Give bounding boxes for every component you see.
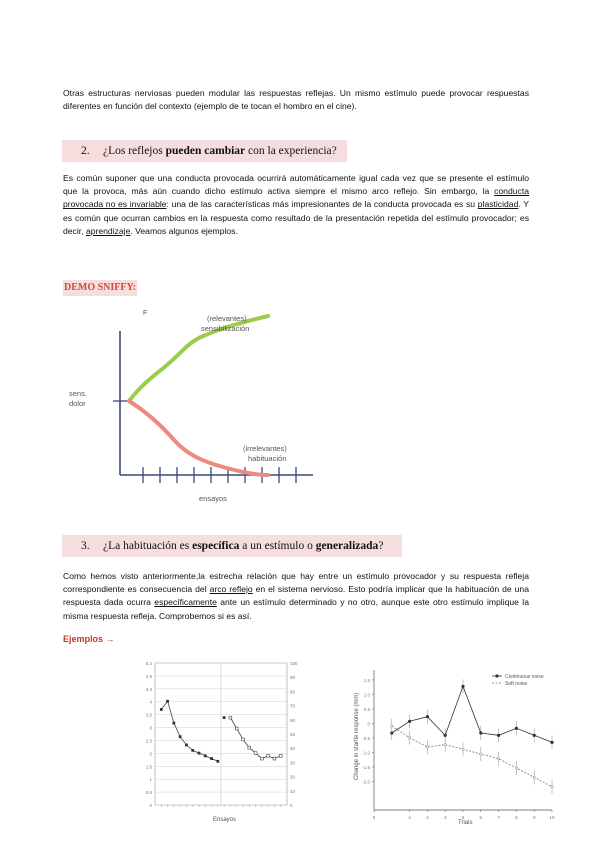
chart2-point [461, 685, 464, 688]
chart1-y-tick-label: 1.5 [145, 764, 152, 770]
section-3-number: 3. [81, 540, 90, 552]
chart2-point [444, 743, 446, 745]
x-axis-label: ensayos [199, 494, 227, 503]
chart1-point [279, 754, 282, 757]
chart2-point [426, 715, 429, 718]
bottom-label-line2: habituación [248, 454, 287, 463]
chart1-right-tick-label: 100 [290, 661, 298, 666]
text-run: en el sistema nervioso. Esto podría implicar que la habituación de una respuesta dada ocurra [63, 584, 529, 608]
chart2-point [426, 746, 428, 748]
chart1-right-tick-label: 40 [290, 746, 296, 752]
chart1-y-tick-label: 0 [149, 803, 152, 808]
chart2-x-tick-label: 0 [372, 815, 376, 820]
underlined-term-conducta: conducta provocada no es invariable [63, 186, 529, 210]
chart2-point [515, 767, 517, 769]
chart1-right-tick-label: 60 [290, 717, 296, 723]
chart2-point [497, 757, 499, 759]
section-3-paragraph [63, 570, 529, 623]
chart2-x-tick-label: 7 [497, 815, 500, 820]
chart1-point [216, 760, 219, 763]
section-2-title-post: con la experiencia? [245, 145, 337, 157]
chart1-right-tick-label: 0 [290, 803, 293, 808]
chart1-point [166, 700, 169, 703]
chart2-x-tick-label: 9 [532, 815, 536, 820]
habituation-curve [129, 401, 268, 475]
chart2-y-tick-label: 1.5 [363, 678, 370, 683]
chart2-point [408, 736, 410, 738]
chart2-point [515, 727, 518, 730]
chart2-x-tick-label: 5 [461, 815, 465, 820]
y-label-line1: sens. [69, 389, 87, 398]
chart1-right-tick-label: 50 [290, 732, 296, 737]
chart1-x-label: Ensayos [213, 817, 237, 823]
chart2-y-tick-label: 0 [367, 721, 370, 727]
chart1-y-tick-label: 3.5 [145, 712, 152, 718]
chart2-point [408, 720, 411, 723]
chart2-series-line [392, 726, 552, 787]
chart2-point [462, 748, 464, 750]
underlined-term-plasticidad: plasticidad [477, 199, 519, 210]
chart1-y-tick-label: 4 [149, 699, 152, 705]
chart1-right-tick-label: 20 [290, 774, 296, 780]
chart2-point [533, 776, 535, 778]
chart2-point [480, 753, 482, 755]
chart1-series-line [161, 701, 218, 761]
text-run: : una de las características más impresionantes de la conducta provocada es su [166, 199, 478, 210]
top-label-line2: sensibilización [201, 324, 250, 333]
text-run: . Veamos algunos ejemplos. [130, 225, 238, 236]
chart2-y-tick-label: 0.5 [363, 707, 370, 712]
chart1-right-tick-label: 70 [290, 703, 296, 709]
chart2-x-tick-label: 2 [408, 815, 411, 820]
chart1-y-tick-label: 4.8 [145, 673, 152, 679]
section-3-title-bold-2: generalizada [315, 540, 379, 552]
chart2-x-tick-label: 6 [479, 815, 483, 820]
chart1-right-tick-label: 80 [290, 689, 296, 695]
section-2-number: 2. [81, 145, 90, 157]
chart2-y-tick-label: -1.5 [362, 765, 370, 770]
text-run: ante un estímulo determinado y no otro, aunque este otro estímulo implique la misma respuesta refleja. Comprobemos si es así. [63, 597, 529, 621]
section-2-heading [62, 140, 347, 162]
section-3-title-bold-1: específica [192, 540, 240, 552]
chart1-point [254, 752, 257, 755]
chart2-y-label: Change in startle response (mm) [354, 692, 360, 780]
chart1-point [160, 708, 163, 711]
section-3-heading [62, 535, 402, 557]
chart1-y-tick-label: 2.5 [145, 738, 152, 744]
chart1-y-tick-label: 1 [149, 777, 152, 783]
chart1-point [198, 752, 201, 755]
chart1-point [235, 727, 238, 730]
chart1-y-tick-label: 4.4 [145, 686, 152, 692]
chart2-y-tick-label: 1.0 [363, 692, 370, 698]
top-label-line1: (relevantes) [207, 314, 247, 323]
chart2-x-tick-label: 10 [549, 815, 555, 820]
chart1-y-tick-label: 0.5 [145, 790, 152, 796]
section-2-title-pre: ¿Los reflejos [103, 145, 166, 157]
text-run: Como hemos visto anteriormente,la estrecha relación que hay entre un estímulo provocador y su respuesta refleja correspondiente es consecuencia del [63, 571, 529, 595]
diagram-corner-mark: F [143, 310, 148, 317]
chart1-point [242, 738, 245, 741]
intro-paragraph: Otras estructuras nerviosas pueden modular las respuestas reflejas. Un mismo estímulo puede provocar respuestas diferentes en función del contexto (ejemplo de te tocan el hombro en el cine). [63, 88, 529, 112]
section-2-paragraph [63, 172, 529, 238]
chart2-x-tick-label: 3 [426, 815, 429, 820]
legend-continuous: Continuous noise [505, 674, 544, 680]
chart1-right-tick-label: 30 [290, 760, 296, 766]
sniffy-diagram [63, 303, 325, 513]
chart1-y-tick-label: 3 [149, 725, 152, 731]
chart2-x-tick-label: 4 [443, 815, 447, 820]
chart2-point [444, 734, 447, 737]
chart1-point [210, 757, 213, 760]
section-3-title-post: ? [378, 540, 384, 552]
chart1-point [267, 754, 270, 757]
chart1-point [223, 716, 226, 719]
chart2-point [391, 725, 393, 727]
section-3-title-pre: ¿La habituación es [103, 540, 193, 552]
text-run: Es común suponer que una conducta provocada ocurrirá automáticamente igual cada vez que se presente el estímulo que la provoca, más aún cuando dicho estímulo activa siempre el mismo arco reflejo. Sin embargo, la [63, 173, 529, 197]
demo-sniffy-label: DEMO SNIFFY: [63, 280, 137, 296]
ejemplos-label: Ejemplos → [63, 634, 115, 644]
chart2-point [497, 734, 500, 737]
chart1-point [248, 746, 251, 749]
bottom-label-line1: (irrelevantes) [243, 444, 287, 453]
chart1-point [273, 757, 276, 760]
chart1-point [260, 757, 263, 760]
chart2-point [551, 785, 553, 787]
chart1-point [229, 716, 232, 719]
chart2-legend [492, 674, 544, 687]
section-2-title-bold: pueden cambiar [165, 145, 246, 157]
chart1-y-tick-label: 5.2 [145, 661, 152, 666]
chart1-point [191, 749, 194, 752]
chart2-point [479, 731, 482, 734]
underlined-term-arco-reflejo: arco reflejo [209, 584, 253, 595]
startle-response-chart [346, 662, 558, 828]
chart2-series-line [392, 686, 552, 742]
chart2-y-tick-label: -2.0 [362, 779, 370, 785]
chart2-point [550, 741, 553, 744]
chart1-y-tick-label: 2 [149, 751, 152, 757]
chart1-point [172, 722, 175, 725]
text-run: . Y es común que ocurran cambios en la respuesta como resultado de la presentación repetida del estímulo provocador; es decir, [63, 199, 529, 236]
chart1-right-tick-label: 90 [290, 675, 296, 681]
chart2-y-tick-label: -0.5 [362, 736, 370, 741]
chart2-x-label: Trials [458, 820, 473, 826]
chart2-x-tick-label: 8 [515, 815, 518, 820]
underlined-term-aprendizaje: aprendizaje [85, 225, 131, 236]
habituation-tones-chart [133, 655, 313, 825]
y-label-line2: dolor [69, 399, 86, 408]
legend-soft: Soft noise [505, 681, 528, 687]
chart1-point [185, 744, 188, 747]
chart1-right-tick-label: 10 [290, 788, 296, 794]
section-3-title-mid: a un estímulo o [239, 540, 316, 552]
chart1-point [204, 754, 207, 757]
chart2-y-tick-label: -1.0 [362, 750, 370, 756]
underlined-term-especificamente: específicamente [154, 597, 217, 608]
chart1-point [179, 735, 182, 738]
chart2-point [533, 734, 536, 737]
